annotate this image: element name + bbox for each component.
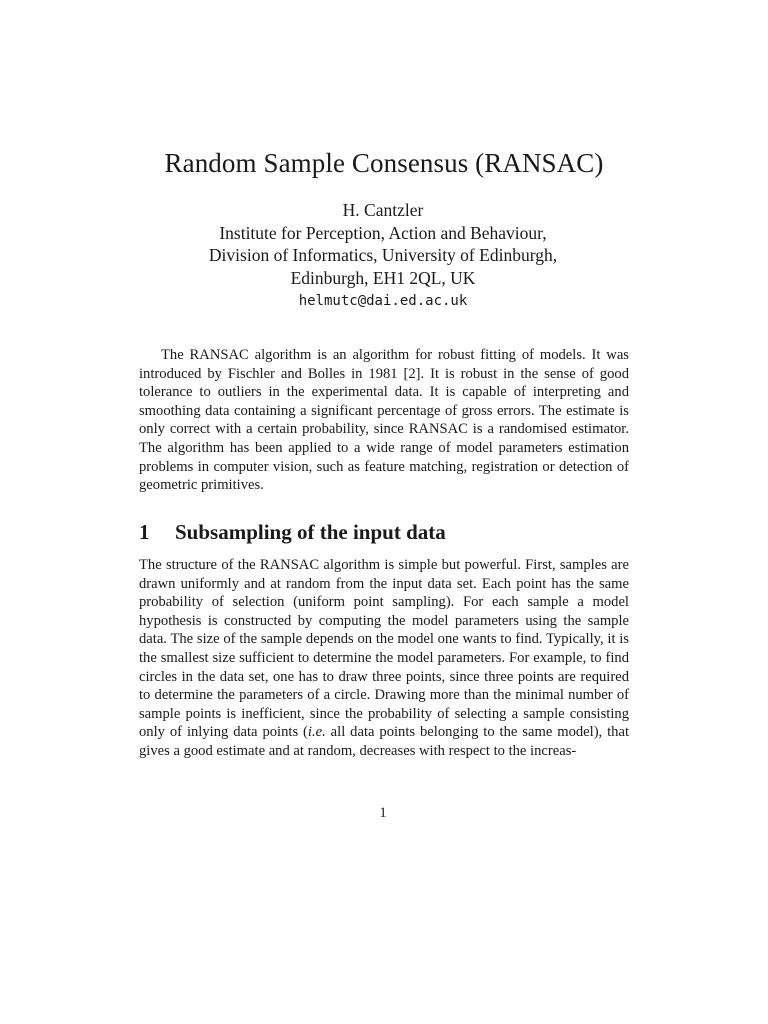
author-affiliation-institute: Institute for Perception, Action and Behaviour, xyxy=(219,222,547,243)
section-heading xyxy=(139,518,446,546)
author-name: H. Cantzler xyxy=(342,200,424,220)
page-number: 1 xyxy=(379,805,387,821)
section-text-italic: i.e. xyxy=(307,724,326,741)
author-affiliation-division: Division of Informatics, University of Edinburgh, xyxy=(208,245,558,265)
author-block xyxy=(0,199,766,313)
author-address: Edinburgh, EH1 2QL, UK xyxy=(290,267,476,288)
paper-title: Random Sample Consensus (RANSAC) xyxy=(164,148,604,178)
section-paragraph xyxy=(139,556,629,761)
section-title: Subsampling of the input data xyxy=(175,520,446,544)
author-email: helmutc@dai.ed.ac.uk xyxy=(298,293,468,309)
section-text-part2: all data points belonging to the same model), that gives a good estimate and at random, decreases with respect to the increas- xyxy=(139,724,630,759)
section-text-part1: The structure of the RANSAC algorithm is simple but powerful. First, samples are drawn uniformly and at random from the input data set. Each point has the same probability of selection (uniform point sampling). For each sample a model hypothesis is constructed by computing the model parameters using the sample data. The size of the sample depends on the model one wants to find. Typically, it is the smallest size sufficient to determine the model parameters. For example, to find circles in the data set, one has to draw three points, since three points are required to determine the parameters of a circle. Drawing more than the minimal number of sample points is inefficient, since the probability of selecting a sample consisting only of inlying data points ( xyxy=(139,557,629,741)
abstract-paragraph: The RANSAC algorithm is an algorithm for robust fitting of models. It was introduced by Fischler and Bolles in 1981 [2]. It is robust in the sense of good tolerance to outliers in the experimental data. It is capable of interpreting and smoothing data containing a significant percentage of gross errors. The estimate is only correct with a certain probability, since RANSAC is a randomised estimator. The algorithm has been applied to a wide range of model parameters estimation problems in computer vision, such as feature matching, registration or detection of geometric primitives. xyxy=(139,347,629,494)
section-number: 1 xyxy=(139,520,150,544)
